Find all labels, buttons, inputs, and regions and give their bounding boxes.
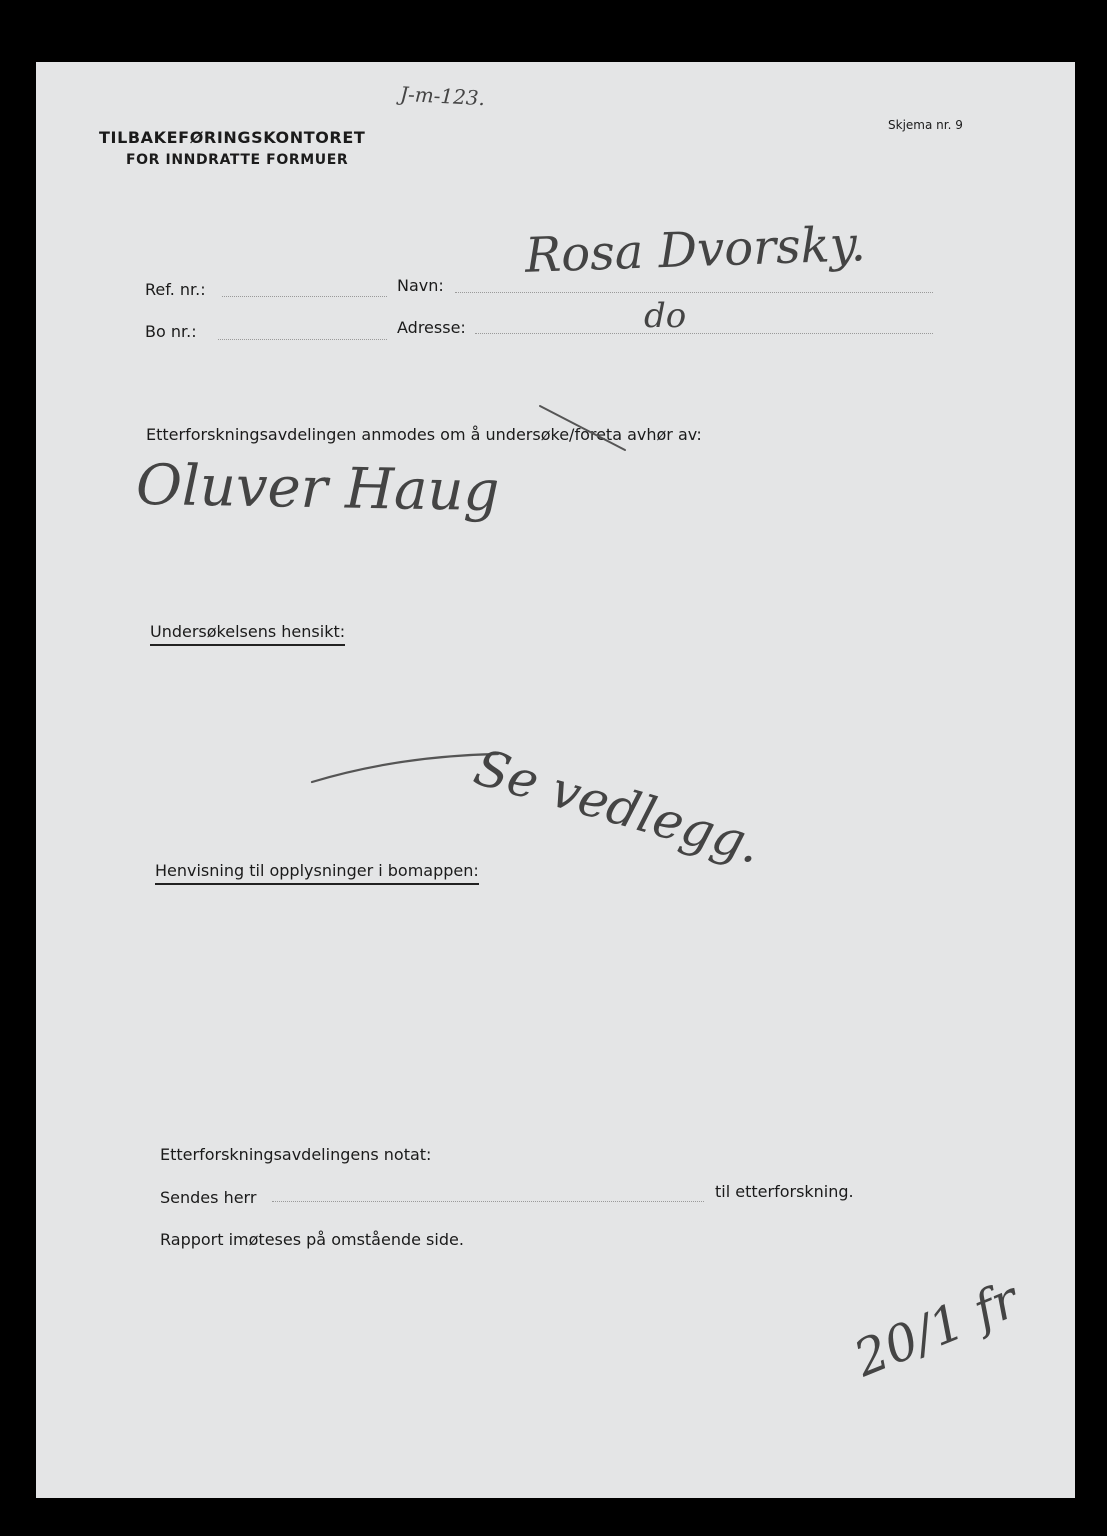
top-handwritten-note: J-m-123. [399,81,486,111]
request-label: Etterforskningsavdelingen anmodes om å undersøke/foreta avhør av: [146,425,702,444]
ref-label: Ref. nr.: [145,280,206,299]
bo-label: Bo nr.: [145,322,197,341]
notes-label: Etterforskningsavdelingens notat: [160,1145,432,1164]
strikethrough-mark [530,400,640,460]
report-line: Rapport imøteses på omstående side. [160,1230,464,1249]
bo-field-line[interactable] [218,339,387,340]
adresse-value: do [644,296,687,336]
form-number: Skjema nr. 9 [888,118,963,132]
navn-label: Navn: [397,276,444,295]
navn-field-line[interactable] [455,292,933,293]
send-suffix: til etterforskning. [715,1182,854,1201]
ref-field-line[interactable] [222,296,387,297]
send-prefix: Sendes herr [160,1188,257,1207]
purpose-value: Se vedlegg. [468,738,768,876]
reference-label: Henvisning til opplysninger i bomappen: [155,861,479,885]
date-initials-note: 20/1 fr [846,1270,1027,1388]
org-name-line2: FOR INNDRATTE FORMUER [126,152,349,168]
navn-value: Rosa Dvorsky. [524,216,867,284]
send-to-field-line[interactable] [272,1201,704,1202]
purpose-label: Undersøkelsens hensikt: [150,622,345,646]
adresse-label: Adresse: [397,318,466,337]
adresse-field-line[interactable] [475,333,933,334]
org-name-line1: TILBAKEFØRINGSKONTORET [99,128,366,147]
request-person-name: Oluver Haug [135,452,500,525]
